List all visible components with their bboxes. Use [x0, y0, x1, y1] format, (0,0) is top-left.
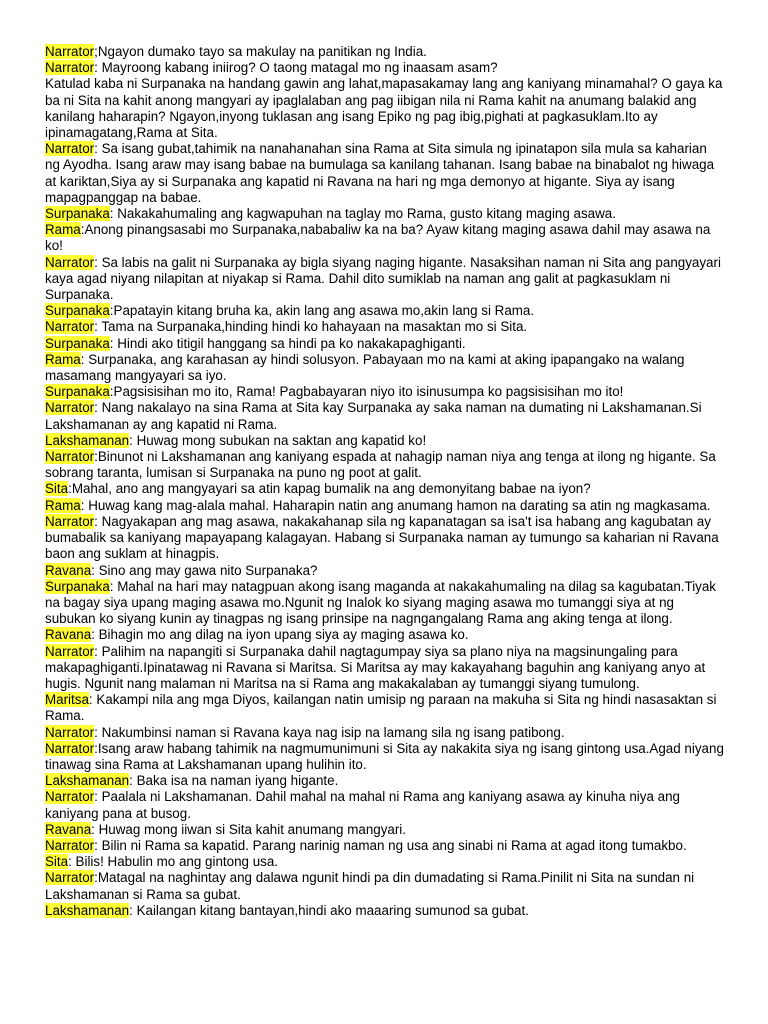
speaker-separator: :: [109, 384, 114, 400]
speaker-name: Rama: [45, 351, 81, 367]
speaker-name: Surpanaka: [45, 578, 110, 594]
dialogue-line: [45, 384, 725, 400]
speaker-name: Narrator: [45, 400, 95, 416]
dialogue-line: [45, 741, 725, 773]
speaker-separator: :: [68, 854, 72, 870]
dialogue-text: Papatayin kitang bruha ka, akin lang ang asawa mo,akin lang si Rama.: [113, 303, 535, 319]
speaker-name: Narrator: [45, 60, 95, 76]
speaker-name: Surpanaka: [45, 206, 110, 222]
dialogue-line: [45, 903, 725, 919]
speaker-separator: :: [80, 497, 85, 513]
dialogue-line: [45, 789, 725, 821]
speaker-name: Ravana: [45, 627, 92, 643]
speaker-separator: :: [94, 449, 98, 465]
dialogue-text: Nang nakalayo na sina Rama at Sita kay Surpanaka ay saka naman na dumating ni Lakshamanan.Si Lakshamanan ay ang kapatid ni Rama.: [45, 400, 702, 432]
dialogue-line: [45, 773, 725, 789]
dialogue-text: Katulad kaba ni Surpanaka na handang gawin ang lahat,mapasakamay lang ang kaniyang minamahal? O gaya ka ba ni Sita na kahit anong mangyari ay ipaglalaban ang pag iibigan nila ni Rama kahit na anumang balakid ang kanilang haharapin? Ngayon,inyong tuklasan ang isang Epiko ng pag ibig,pighati at pagkasuklam.Ito ay ipinamagatang,Rama at Sita.: [45, 76, 723, 141]
speaker-name: Narrator: [45, 513, 95, 529]
speaker-separator: :: [94, 319, 98, 335]
speaker-separator: :: [88, 692, 93, 708]
dialogue-line: [45, 514, 725, 563]
speaker-separator: :: [109, 335, 114, 351]
speaker-name: Narrator: [45, 870, 95, 886]
dialogue-line: [45, 319, 725, 335]
speaker-name: Lakshamanan: [45, 432, 130, 448]
speaker-separator: :: [94, 513, 98, 529]
speaker-separator: :: [94, 643, 98, 659]
speaker-separator: :: [129, 773, 133, 789]
dialogue-text: Bilis! Habulin mo ang gintong usa.: [71, 854, 279, 870]
dialogue-text: Pagsisisihan mo ito, Rama! Pagbabayaran niyo ito isinusumpa ko pagsisisihan mo ito!: [113, 384, 624, 400]
dialogue-text: Sa labis na galit ni Surpanaka ay bigla siyang naging higante. Nasaksihan naman ni Sita ang pangyayari kaya agad niyang nilapitan at niyakap si Rama. Dahil dito sumiklab na naman ang galit at pagkasuklam ni Surpanaka.: [45, 254, 721, 303]
speaker-separator: :: [80, 222, 85, 238]
dialogue-line: [45, 141, 725, 206]
dialogue-text: Tama na Surpanaka,hinding hindi ko hahayaan na masaktan mo si Sita.: [97, 319, 528, 335]
dialogue-text: Isang araw habang tahimik na nagmumunimuni si Sita ay nakakita siya ng isang gintong usa.Agad niyang tinawag sina Rama at Lakshamanan upang hulihin ito.: [45, 740, 724, 772]
dialogue-text: Huwag kang mag-alala mahal. Haharapin natin ang anumang hamon na darating sa atin ng magkasama.: [84, 497, 711, 513]
dialogue-text: Bihagin mo ang dilag na iyon upang siya ay maging asawa ko.: [94, 627, 469, 643]
dialogue-text: Huwag mong iiwan si Sita kahit anumang mangyari.: [94, 821, 407, 837]
dialogue-text: Anong pinangsasabi mo Surpanaka,nababaliw ka na ba? Ayaw kitang maging asawa dahil may asawa na ko!: [45, 222, 711, 254]
speaker-name: Narrator: [45, 44, 95, 59]
speaker-separator: :: [129, 902, 133, 918]
dialogue-text: Hindi ako titigil hanggang sa hindi pa ko nakakapaghiganti.: [113, 335, 466, 351]
speaker-separator: :: [91, 627, 95, 643]
speaker-name: Narrator: [45, 789, 95, 805]
speaker-separator: :: [129, 432, 133, 448]
speaker-separator: :: [94, 60, 98, 76]
dialogue-text: Ngayon dumako tayo sa makulay na panitikan ng India.: [97, 44, 427, 59]
speaker-separator: ;: [94, 44, 98, 59]
speaker-name: Sita: [45, 481, 69, 497]
dialogue-text: Mahal na hari may natagpuan akong isang maganda at nakakahumaling na dilag sa kagubatan.Tiyak na bagay siya upang maging asawa mo.Ngunit ng Inalok ko siyang maging asawa mo tumanggi siya at ng subukan ko siyang kunin ay tinagpas ng isang prinsipe na nagngangalang Rama ang aking tenga at ilong.: [45, 578, 717, 627]
dialogue-text: Surpanaka, ang karahasan ay hindi solusyon. Pabayaan mo na kami at aking ipapangako na walang masamang mangyayari sa iyo.: [45, 351, 685, 384]
speaker-name: Narrator: [45, 740, 95, 756]
speaker-name: Rama: [45, 497, 81, 513]
speaker-name: Surpanaka: [45, 384, 110, 400]
dialogue-text: Huwag mong subukan na saktan ang kapatid ko!: [132, 432, 427, 448]
dialogue-text: Kailangan kitang bantayan,hindi ako maaaring sumunod sa gubat.: [132, 902, 529, 918]
dialogue-text: Bilin ni Rama sa kapatid. Parang narinig naman ng usa ang sinabi ni Rama at agad itong tumakbo.: [97, 837, 687, 853]
dialogue-line: [45, 563, 725, 579]
dialogue-line: [45, 481, 725, 497]
speaker-name: Sita: [45, 854, 69, 870]
speaker-name: Narrator: [45, 141, 95, 157]
speaker-name: Ravana: [45, 821, 92, 837]
dialogue-line: [45, 498, 725, 514]
dialogue-text: Nakakahumaling ang kagwapuhan na taglay mo Rama, gusto kitang maging asawa.: [113, 206, 616, 222]
dialogue-line: [45, 336, 725, 352]
speaker-name: Narrator: [45, 254, 95, 270]
dialogue-line: [45, 725, 725, 741]
speaker-name: Lakshamanan: [45, 902, 130, 918]
dialogue-line: [45, 206, 725, 222]
speaker-separator: :: [94, 837, 98, 853]
speaker-separator: :: [94, 724, 98, 740]
dialogue-text: Palihim na napangiti si Surpanaka dahil nagtagumpay siya sa plano niya na magsinungaling para makapaghiganti.Ipinatawag ni Ravana si Maritsa. Si Maritsa ay may kakayahang baguhin ang kaniyang anyo at hugis. Ngunit nang malaman ni Maritsa na si Rama ang makakalaban ay tumanggi siyang tumulong.: [45, 643, 706, 691]
dialogue-line: [45, 400, 725, 432]
dialogue-line: [45, 76, 725, 141]
dialogue-line: [45, 692, 725, 724]
speaker-separator: :: [94, 141, 98, 157]
speaker-separator: :: [91, 821, 95, 837]
dialogue-text: Kakampi nila ang mga Diyos, kailangan natin umisip ng paraan na makuha si Sita ng hindi nasasaktan si Rama.: [45, 692, 717, 724]
dialogue-text: Paalala ni Lakshamanan. Dahil mahal na mahal ni Rama ang kaniyang asawa ay kinuha niya ang kaniyang pana at busog.: [45, 789, 680, 821]
dialogue-line: [45, 60, 725, 76]
dialogue-text: Binunot ni Lakshamanan ang kaniyang espada at nahagip naman niya ang tenga at ilong ng higante. Sa sobrang taranta, lumisan si Surpanaka na puno ng poot at galit.: [45, 449, 716, 481]
dialogue-text: Sa isang gubat,tahimik na nanahanahan sina Rama at Sita simula ng ipinatapon sila mula sa kaharian ng Ayodha. Isang araw may isang babae na bumulaga sa kanilang tahanan. Isang babae na binabalot ng hiwaga at kariktan,Siya ay si Surpanaka ang kapatid ni Ravana na hari ng mga demonyo at higante. Siya ay isang mapagpanggap na babae.: [45, 141, 715, 205]
speaker-separator: :: [94, 789, 98, 805]
dialogue-text: Nakumbinsi naman si Ravana kaya nag isip na lamang sila ng isang patibong.: [97, 724, 565, 740]
dialogue-line: [45, 433, 725, 449]
speaker-separator: :: [94, 254, 98, 270]
dialogue-text: Mahal, ano ang mangyayari sa atin kapag bumalik na ang demonyitang babae na iyon?: [71, 481, 591, 497]
document-body: [45, 44, 725, 919]
dialogue-text: Sino ang may gawa nito Surpanaka?: [94, 562, 318, 578]
speaker-separator: :: [109, 206, 114, 222]
dialogue-text: Mayroong kabang iniirog? O taong matagal mo ng inaasam asam?: [97, 60, 498, 76]
speaker-separator: :: [94, 740, 98, 756]
speaker-name: Narrator: [45, 643, 95, 659]
dialogue-line: [45, 579, 725, 628]
dialogue-text: Nagyakapan ang mag asawa, nakakahanap sila ng kapanatagan sa isa't isa habang ang kagubatan ay bumabalik sa kaniyang mapayapang kalagayan. Habang si Surpanaka naman ay tumungo sa kaharian ni Ravana baon ang suklam at hinagpis.: [45, 513, 719, 562]
dialogue-line: [45, 303, 725, 319]
speaker-separator: :: [68, 481, 72, 497]
speaker-separator: :: [109, 578, 114, 594]
speaker-name: Narrator: [45, 837, 95, 853]
speaker-name: Ravana: [45, 562, 92, 578]
speaker-name: Rama: [45, 222, 81, 238]
speaker-name: Surpanaka: [45, 335, 110, 351]
speaker-name: Narrator: [45, 319, 95, 335]
dialogue-line: [45, 822, 725, 838]
speaker-name: Surpanaka: [45, 303, 110, 319]
speaker-separator: :: [91, 562, 95, 578]
dialogue-line: [45, 449, 725, 481]
dialogue-text: Baka isa na naman iyang higante.: [132, 773, 339, 789]
speaker-name: Lakshamanan: [45, 773, 130, 789]
dialogue-line: [45, 352, 725, 384]
speaker-separator: :: [80, 351, 85, 367]
dialogue-line: [45, 255, 725, 304]
speaker-separator: :: [109, 303, 114, 319]
speaker-name: Maritsa: [45, 692, 89, 708]
dialogue-line: [45, 854, 725, 870]
speaker-separator: :: [94, 870, 98, 886]
dialogue-text: Matagal na naghintay ang dalawa ngunit hindi pa din dumadating si Rama.Pinilit ni Sita na sundan ni Lakshamanan si Rama sa gubat.: [45, 870, 695, 902]
speaker-name: Narrator: [45, 449, 95, 465]
speaker-name: Narrator: [45, 724, 95, 740]
dialogue-line: [45, 838, 725, 854]
dialogue-line: [45, 44, 725, 60]
dialogue-line: [45, 870, 725, 902]
dialogue-line: [45, 644, 725, 693]
speaker-separator: :: [94, 400, 98, 416]
dialogue-line: [45, 222, 725, 254]
dialogue-line: [45, 627, 725, 643]
